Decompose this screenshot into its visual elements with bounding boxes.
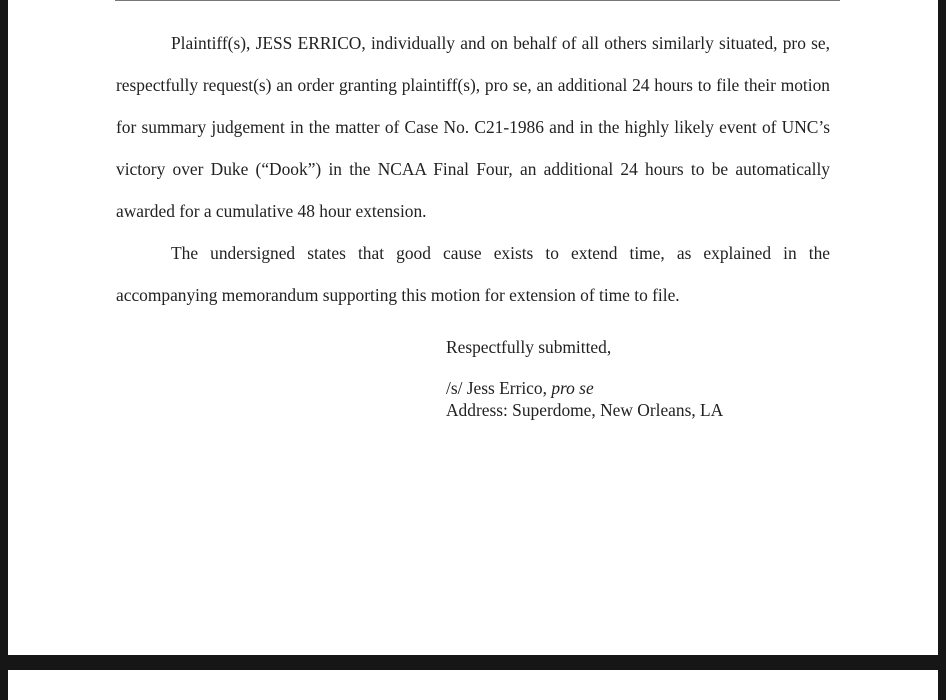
signature-name: /s/ Jess Errico, — [446, 378, 547, 398]
paragraph-good-cause: The undersigned states that good cause exists to extend time, as explained in the accompanying memorandum supporting this motion for extension of time to file. — [116, 243, 830, 305]
paragraph-request: Plaintiff(s), JESS ERRICO, individually and on behalf of all others similarly situated, pro se, respectfully request(s) an order granting plaintiff(s), pro se, an additional 24 hours to file their motion for summary judgement in the matter of Case No. C21-1986 and in the highly likely event of UNC’s victory over Duke (“Dook”) in the NCAA Final Four, an additional 24 hours to be automatically awarded for a cumulative 48 hour extension. — [116, 33, 830, 221]
page-top-rule — [115, 0, 840, 1]
address-line: Address: Superdome, New Orleans, LA — [446, 400, 724, 420]
closing-line: Respectfully submitted, — [446, 337, 612, 357]
signature-line — [446, 377, 723, 399]
signature-block — [446, 336, 723, 421]
next-page-edge — [8, 670, 938, 700]
document-page — [8, 0, 938, 655]
pro-se-label: pro se — [551, 378, 594, 398]
motion-body — [116, 22, 830, 316]
